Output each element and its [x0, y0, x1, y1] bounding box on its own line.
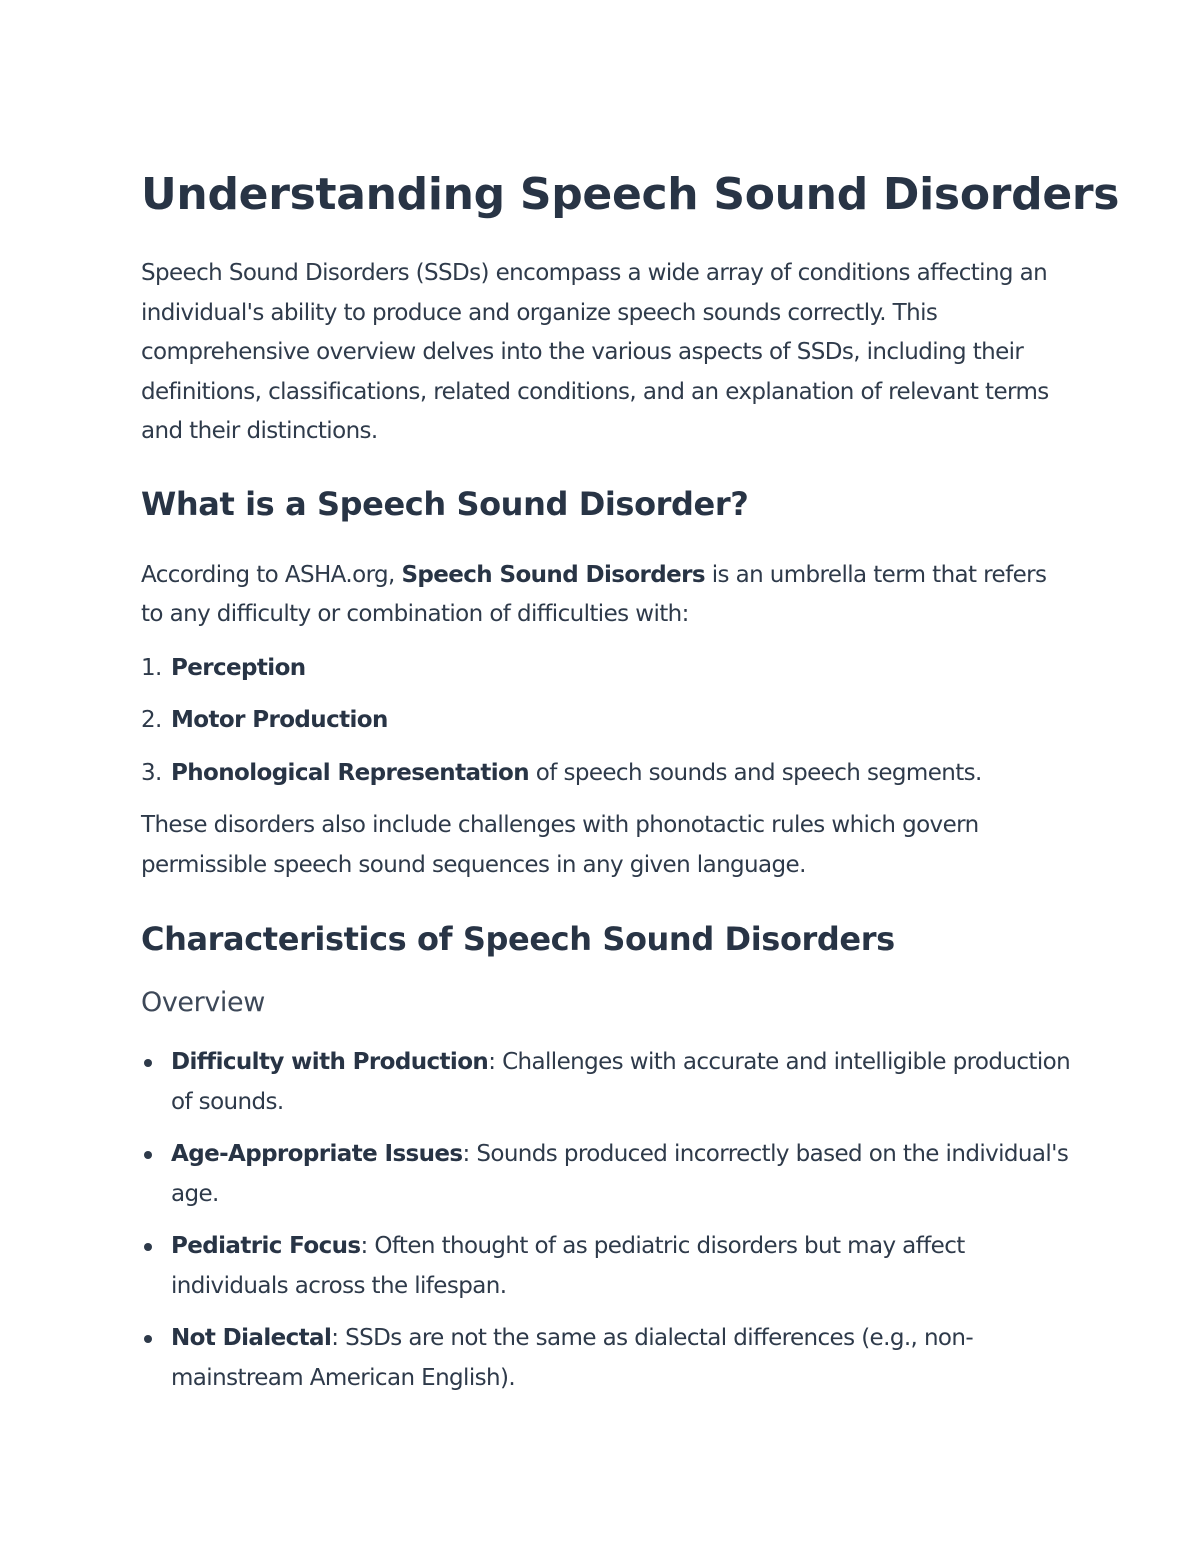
list-item — [141, 1043, 1071, 1122]
intro-paragraph: Speech Sound Disorders (SSDs) encompass a wide array of conditions affecting an individual's ability to produce and organize speech sounds correctly. This comprehensive overview delves into the various aspects of SSDs, including their definitions, classifications, related conditions, and an explanation of relevant terms and their distinctions. — [141, 260, 1049, 444]
list-item-number: 1. — [141, 654, 162, 681]
list-item-text: : Challenges with accurate and intelligible production of sounds. — [171, 1049, 1071, 1115]
bullet-icon — [144, 1243, 152, 1251]
list-item-text: of speech sounds and speech segments. — [529, 759, 982, 786]
list-item-text: : Often thought of as pediatric disorders but may affect individuals across the lifespan. — [171, 1233, 965, 1299]
list-item-term: Motor Production — [171, 707, 388, 733]
document-title: Understanding Speech Sound Disorders — [141, 169, 1120, 220]
list-item — [141, 1319, 1071, 1398]
list-item — [141, 754, 1071, 794]
list-item-number: 2. — [141, 707, 162, 733]
bullet-icon — [144, 1151, 152, 1159]
list-item-term: Difficulty with Production — [171, 1049, 489, 1075]
subheading-overview: Overview — [141, 987, 265, 1018]
list-item — [141, 1135, 1071, 1214]
list-item-term: Perception — [171, 654, 306, 681]
definition-paragraph — [141, 556, 1071, 635]
bullet-icon — [144, 1335, 152, 1343]
list-item-term: Age-Appropriate Issues — [171, 1141, 463, 1167]
list-item-number: 3. — [141, 759, 162, 786]
list-item-term: Pediatric Focus — [171, 1233, 361, 1259]
definition-text-start: According to ASHA.org, — [141, 561, 402, 588]
list-item — [141, 701, 1071, 741]
phonotactic-paragraph: These disorders also include challenges with phonotactic rules which govern permissible speech sound sequences in any given language. — [141, 812, 979, 878]
list-item — [141, 1227, 1071, 1306]
list-item-term: Not Dialectal — [171, 1325, 332, 1351]
characteristics-list — [141, 1043, 1071, 1398]
document-page — [141, 166, 1120, 1411]
bullet-icon — [144, 1059, 152, 1067]
list-item-text: : SSDs are not the same as dialectal differences (e.g., non-mainstream American English). — [171, 1325, 974, 1391]
definition-term: Speech Sound Disorders — [401, 561, 705, 588]
list-item-term: Phonological Representation — [171, 759, 530, 786]
section-heading-what-is-ssd: What is a Speech Sound Disorder? — [141, 484, 749, 523]
definition-text-end: is an umbrella term that refers to any difficulty or combination of difficulties with: — [141, 561, 1047, 627]
difficulty-list — [141, 649, 1071, 794]
list-item — [141, 649, 1071, 689]
list-item-text: : Sounds produced incorrectly based on the individual's age. — [171, 1141, 1069, 1207]
section-heading-characteristics: Characteristics of Speech Sound Disorders — [141, 920, 895, 958]
